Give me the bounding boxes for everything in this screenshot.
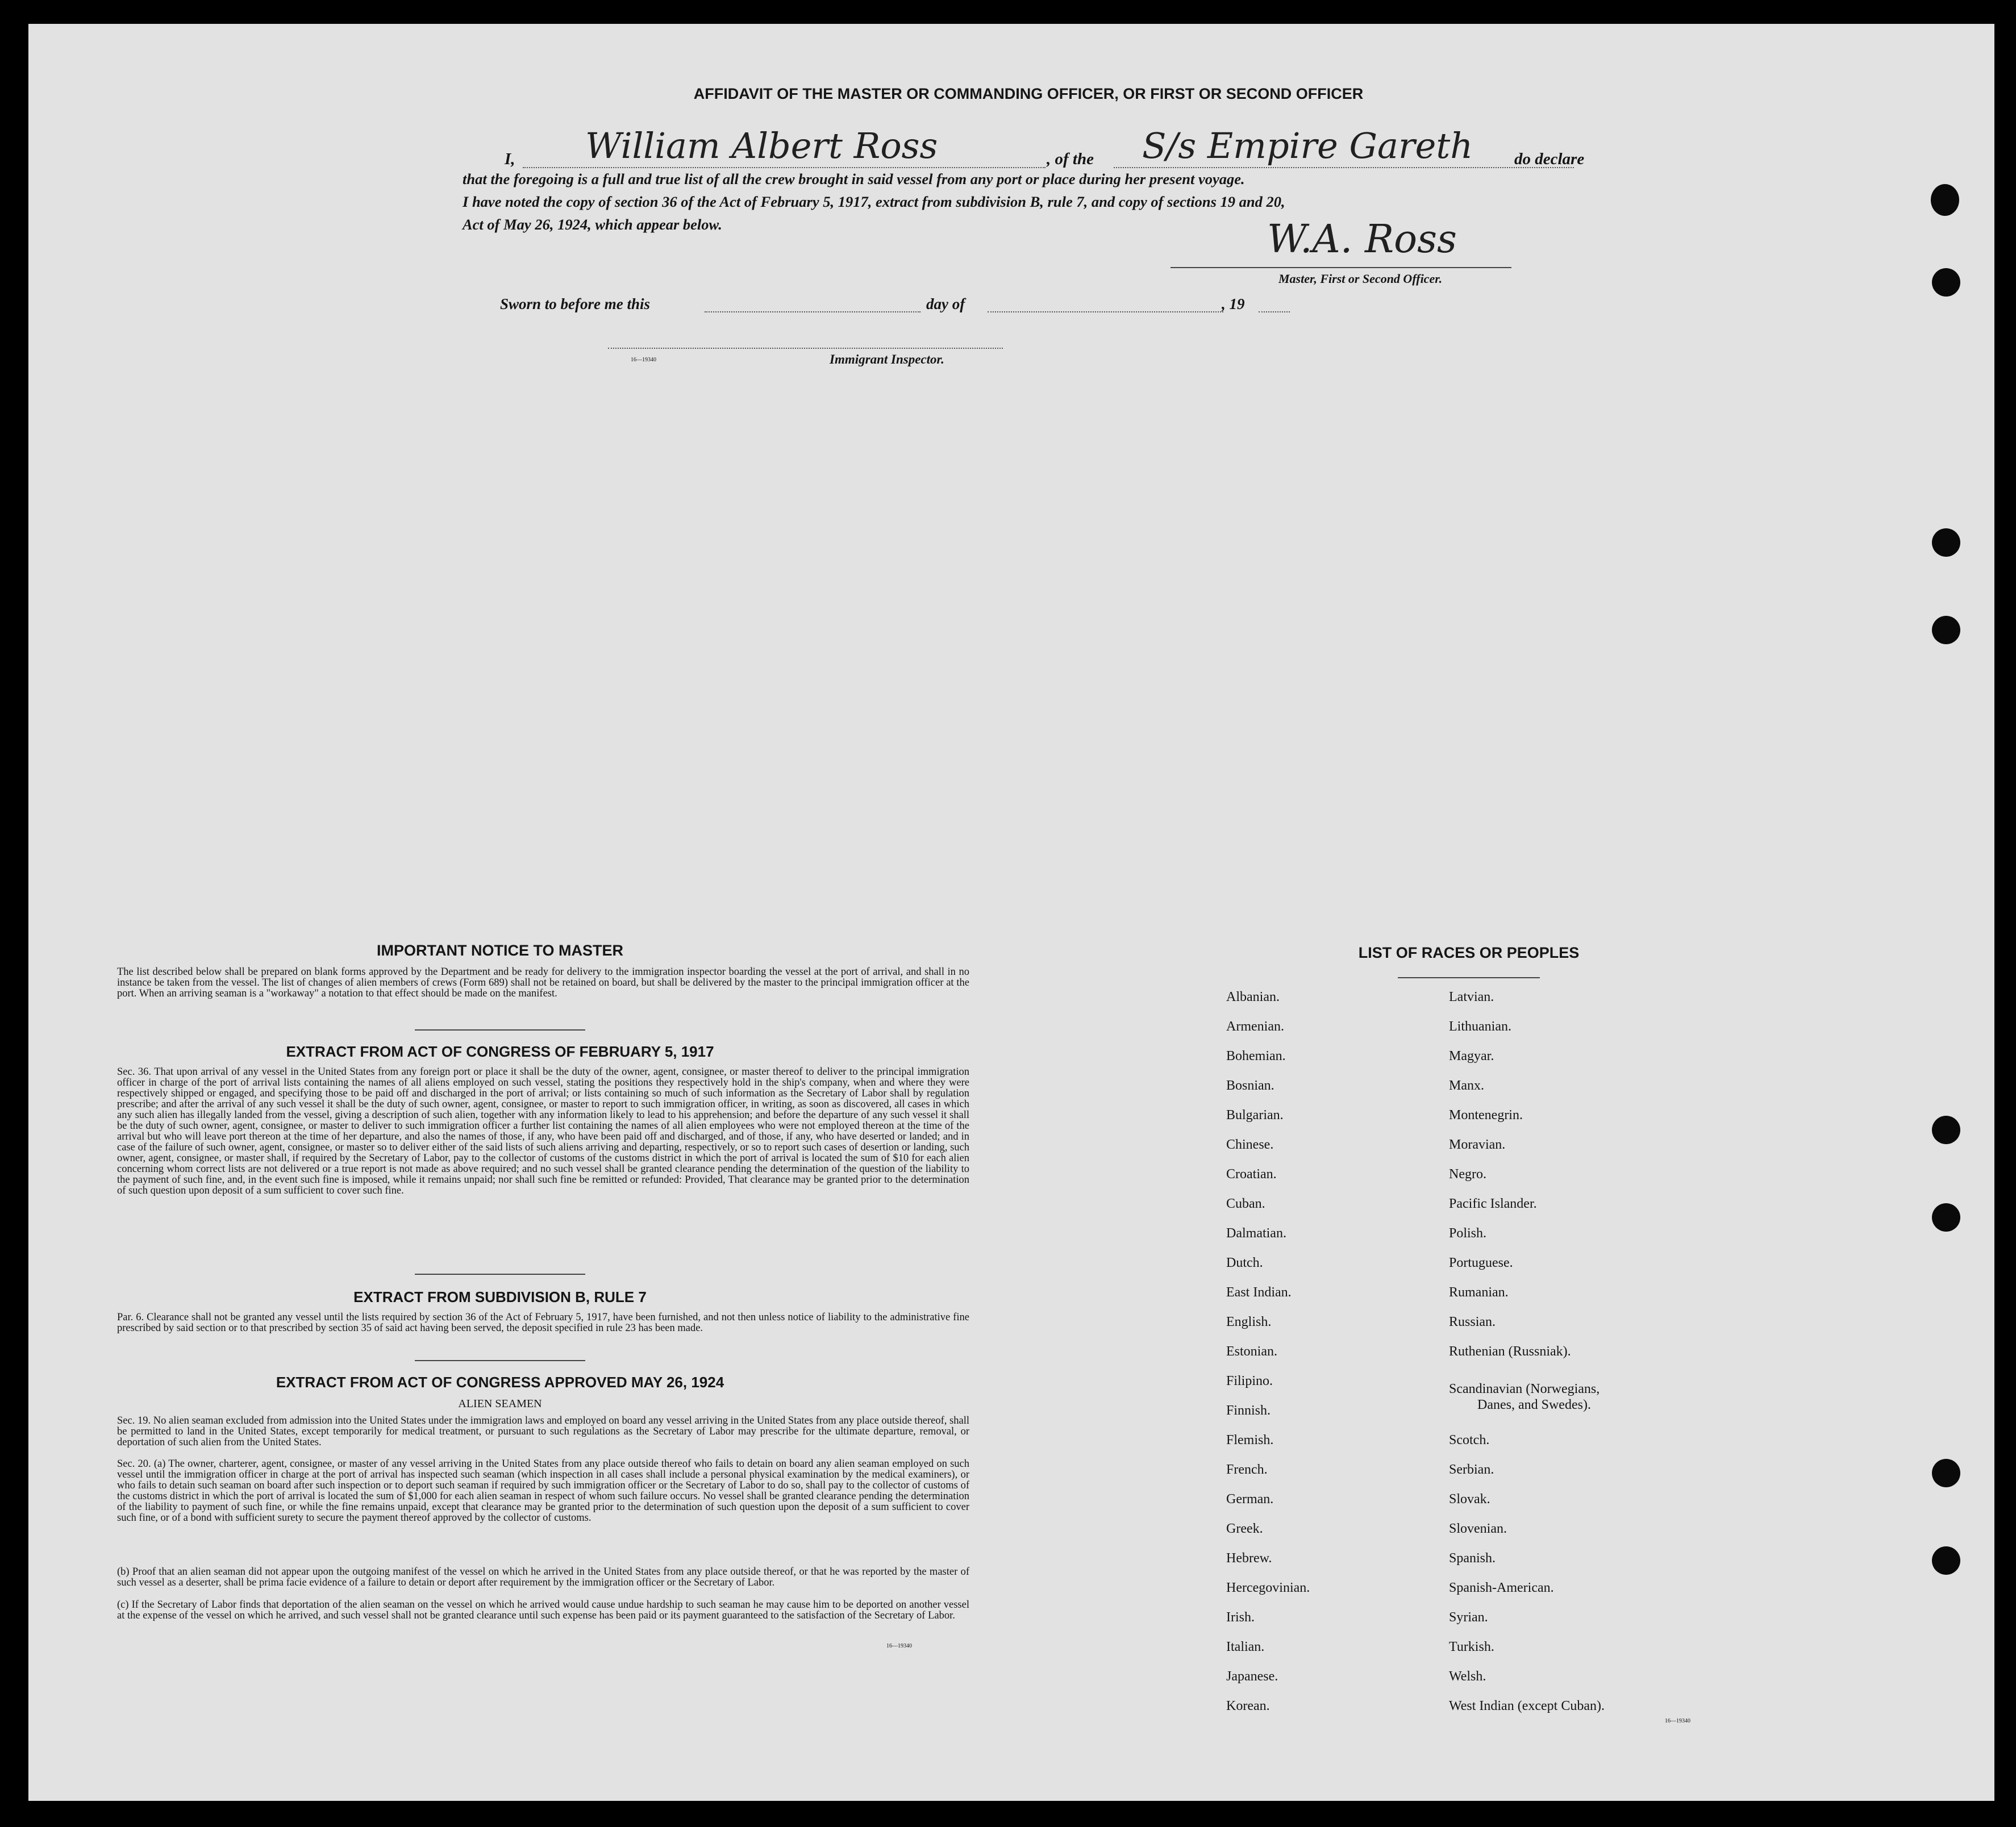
extract-1924-title: EXTRACT FROM ACT OF CONGRESS APPROVED MAY 26, 1924 (276, 1374, 724, 1391)
master-signature: W.A. Ross (1267, 217, 1457, 262)
affidavit-line-3: I have noted the copy of section 36 of the Act of February 5, 1917, extract from subdivision B, rule 7, and copy of sections 19 and 20, (463, 193, 1285, 210)
extract-1924-sec20a: Sec. 20. (a) The owner, charterer, agent, consignee, or master of any vessel arriving in the United States from any place outside thereof who fails to detain on board any alien seaman employed on such vessel until the immigration officer in charge at the port of arrival has inspected such seaman (which inspection in all cases shall include a personal physical examination by the medical examiners), or who fails to detain such seaman on board after such inspection or to deport such seaman if required by such immigration officer or the Secretary of Labor to do so, shall pay to the collector of customs of the customs district in which the port of arrival is located the sum of $1,000 for each alien seaman in respect of whom such failure occurs. No vessel shall be granted clearance pending the determination of the liability to payment of such fine, or while the fine remains unpaid, except that clearance may be granted prior to the determination of such question upon the deposit of a sum sufficient to cover such fine, or of a bond with sufficient surety to secure the payment thereof approved by the collector of customs. (117, 1458, 969, 1524)
list-item: Rumanian. (1449, 1285, 1509, 1300)
list-item: Scandinavian (Norwegians, (1449, 1382, 1600, 1396)
month-line (988, 311, 1223, 312)
divider-3 (415, 1360, 585, 1361)
punch-hole (1932, 1459, 1960, 1487)
list-item: Croatian. (1226, 1167, 1277, 1182)
affidavit-do-declare: do declare (1514, 150, 1585, 168)
notice-text: The list described below shall be prepared on blank forms approved by the Department and be ready for delivery to the immigration inspector boarding the vessel at the port of arrival, and shall in no instance be taken from the vessel. The list of changes of alien members of crews (Form 689) shall not be retained on board, but shall be delivered by the master to the principal immigration officer at the port. When an arriving seaman is a "workaway" a notation to that effect should be made on the manifest. (117, 966, 969, 999)
list-item: Montenegrin. (1449, 1108, 1523, 1123)
list-item: Armenian. (1226, 1019, 1284, 1034)
extract-1924-sec20b: (b) Proof that an alien seaman did not appear upon the outgoing manifest of the vessel on which he arrived in the United States from any place outside thereof, or that he was reported by the master of such vessel as a deserter, shall be prima facie evidence of a failure to detain or deport after requirement by the immigration officer or the Secretary of Labor. (117, 1566, 969, 1588)
list-item: Negro. (1449, 1167, 1486, 1182)
inspector-line (608, 348, 1003, 349)
list-item: Estonian. (1226, 1344, 1277, 1359)
list-item: Scotch. (1449, 1433, 1490, 1448)
list-item: Lithuanian. (1449, 1019, 1511, 1034)
list-item: Danes, and Swedes). (1477, 1398, 1591, 1412)
list-item: Portuguese. (1449, 1255, 1513, 1270)
list-item: Pacific Islander. (1449, 1196, 1537, 1211)
vessel-line (1114, 167, 1574, 168)
list-item: Greek. (1226, 1521, 1263, 1536)
list-item: West Indian (except Cuban). (1449, 1699, 1605, 1713)
punch-hole (1932, 1203, 1960, 1232)
list-item: Turkish. (1449, 1640, 1494, 1654)
punch-hole (1932, 528, 1960, 557)
list-item: Dutch. (1226, 1255, 1263, 1270)
list-item: Bosnian. (1226, 1078, 1274, 1093)
sworn-label: Sworn to before me this (500, 295, 651, 312)
list-item: Spanish. (1449, 1551, 1496, 1566)
affidavit-of-the: , of the (1047, 150, 1094, 168)
list-item: Japanese. (1226, 1669, 1278, 1684)
affidavit-i-label: I, (505, 150, 515, 168)
signature-line (1171, 267, 1511, 268)
punch-hole (1932, 1546, 1960, 1575)
sworn-date-line (705, 311, 920, 312)
list-item: Filipino. (1226, 1374, 1273, 1388)
year-line (1259, 311, 1290, 312)
races-form-number: 16—19340 (1665, 1718, 1690, 1724)
document-page (28, 24, 1994, 1801)
list-item: Spanish-American. (1449, 1580, 1554, 1595)
list-item: Chinese. (1226, 1137, 1274, 1152)
list-item: East Indian. (1226, 1285, 1292, 1300)
affidavit-title: AFFIDAVIT OF THE MASTER OR COMMANDING OFFICER, OR FIRST OR SECOND OFFICER (693, 85, 1364, 102)
punch-hole (1931, 184, 1959, 216)
extract-form-number: 16—19340 (886, 1643, 912, 1649)
master-name-handwritten: William Albert Ross (585, 125, 938, 166)
divider-2 (415, 1274, 585, 1275)
list-item: Polish. (1449, 1226, 1487, 1241)
punch-hole (1932, 616, 1960, 644)
list-item: German. (1226, 1492, 1274, 1507)
list-item: Welsh. (1449, 1669, 1486, 1684)
vessel-name-handwritten: S/s Empire Gareth (1142, 125, 1473, 166)
list-item: Russian. (1449, 1315, 1496, 1329)
extract-1917-title: EXTRACT FROM ACT OF CONGRESS OF FEBRUARY 5, 1917 (286, 1043, 714, 1060)
races-title: LIST OF RACES OR PEOPLES (1358, 944, 1580, 961)
list-item: Serbian. (1449, 1462, 1494, 1477)
list-item: Albanian. (1226, 990, 1280, 1004)
list-item: Ruthenian (Russniak). (1449, 1344, 1571, 1359)
list-item: Slovak. (1449, 1492, 1490, 1507)
list-item: Magyar. (1449, 1049, 1494, 1063)
punch-hole (1932, 1116, 1960, 1144)
list-item: Italian. (1226, 1640, 1265, 1654)
list-item: Finnish. (1226, 1403, 1271, 1418)
extract-1917-text: Sec. 36. That upon arrival of any vessel in the United States from any foreign port or place it shall be the duty of the owner, agent, consignee, or master thereof to deliver to the principal immigration officer in charge of the port of arrival lists containing the names of all aliens employed on such vessel, stating the positions they respectively hold in the ship's company, when and where they were respectively shipped or engaged, and specifying those to be paid off and discharged in the port of arrival; or lists containing so much of such information as the Secretary of Labor shall by regulation prescribe; and after the arrival of any such vessel it shall be the duty of such owner, agent, consignee, or master to report to such immigration officer, in writing, as soon as discovered, all cases in which any such alien has illegally landed from the vessel, giving a description of such alien, together with any information likely to lead to his apprehension; and before the departure of any such vessel it shall be the duty of such owner, agent, consignee, or master to deliver to such immigration officer a further list containing the names of all alien employees who were not employed thereon at the time of the arrival but who will leave port thereon at the time of her departure, and also the names of those, if any, who have been paid off and discharged, and of those, if any, who have deserted or landed; and in case of the failure of such owner, agent, consignee, or master so to deliver either of the said lists of such aliens arriving and departing, respectively, or so to report such cases of desertion or landing, such owner, agent, consignee, or master shall, if required by the Secretary of Labor, pay to the collector of customs of the customs district in which the port of arrival is located the sum of $10 for each alien concerning whom correct lists are not delivered or a true report is not made as above required; and no such vessel shall be granted clearance pending the determination of the question of the liability to the payment of such fine, and, in the event such fine is imposed, while it remains unpaid; nor shall such fine be remitted or refunded: Provided, That clearance may be granted prior to the determination of such question upon deposit of a sum sufficient to cover such fine. (117, 1066, 969, 1196)
list-item: Cuban. (1226, 1196, 1265, 1211)
list-item: Moravian. (1449, 1137, 1506, 1152)
year-label: , 19 (1222, 295, 1245, 312)
list-item: Dalmatian. (1226, 1226, 1286, 1241)
list-item: Latvian. (1449, 990, 1494, 1004)
list-item: Syrian. (1449, 1610, 1488, 1625)
inspector-caption: Immigrant Inspector. (830, 352, 944, 366)
affidavit-form-number: 16—19340 (631, 357, 656, 363)
notice-title: IMPORTANT NOTICE TO MASTER (377, 942, 623, 959)
list-item: Slovenian. (1449, 1521, 1507, 1536)
list-item: Flemish. (1226, 1433, 1274, 1448)
affidavit-line-2: that the foregoing is a full and true list of all the crew brought in said vessel from any port or place during her present voyage. (463, 170, 1245, 187)
extract-rule7-text: Par. 6. Clearance shall not be granted any vessel until the lists required by section 36 of the Act of February 5, 1917, have been furnished, and not then unless notice of liability to the administrative fine prescribed by said section or to that prescribed by section 35 of said act having been served, the deposit specified in rule 23 has been made. (117, 1312, 969, 1334)
list-item: English. (1226, 1315, 1272, 1329)
list-item: Bohemian. (1226, 1049, 1286, 1063)
day-of-label: day of (926, 295, 965, 312)
list-item: Korean. (1226, 1699, 1270, 1713)
list-item: Manx. (1449, 1078, 1484, 1093)
extract-1924-sec20c: (c) If the Secretary of Labor finds that deportation of the alien seaman on the vessel on which he arrived would cause undue hardship to such seaman he may cause him to be deported on another vessel at the expense of the vessel on which he arrived, and such vessel shall not be granted clearance until such expense has been paid or its payment guaranteed to the satisfaction of the Secretary of Labor. (117, 1599, 969, 1621)
list-item: Hercegovinian. (1226, 1580, 1310, 1595)
list-item: Irish. (1226, 1610, 1255, 1625)
list-item: Bulgarian. (1226, 1108, 1284, 1123)
extract-1924-sec19: Sec. 19. No alien seaman excluded from admission into the United States under the immigration laws and employed on board any vessel arriving in the United States from any place outside thereof, shall be permitted to land in the United States, except temporarily for medical treatment, or pursuant to such regulations as the Secretary of Labor may prescribe for the ultimate departure, removal, or deportation of such alien from the United States. (117, 1415, 969, 1448)
punch-hole (1932, 268, 1960, 297)
list-item: French. (1226, 1462, 1268, 1477)
signature-caption: Master, First or Second Officer. (1278, 272, 1443, 286)
extract-rule7-title: EXTRACT FROM SUBDIVISION B, RULE 7 (353, 1288, 647, 1305)
divider-1 (415, 1029, 585, 1031)
races-divider (1398, 977, 1540, 978)
extract-1924-subtitle: ALIEN SEAMEN (458, 1398, 542, 1410)
affidavit-line-4: Act of May 26, 1924, which appear below. (463, 216, 722, 233)
name-line (523, 167, 1046, 168)
list-item: Hebrew. (1226, 1551, 1272, 1566)
